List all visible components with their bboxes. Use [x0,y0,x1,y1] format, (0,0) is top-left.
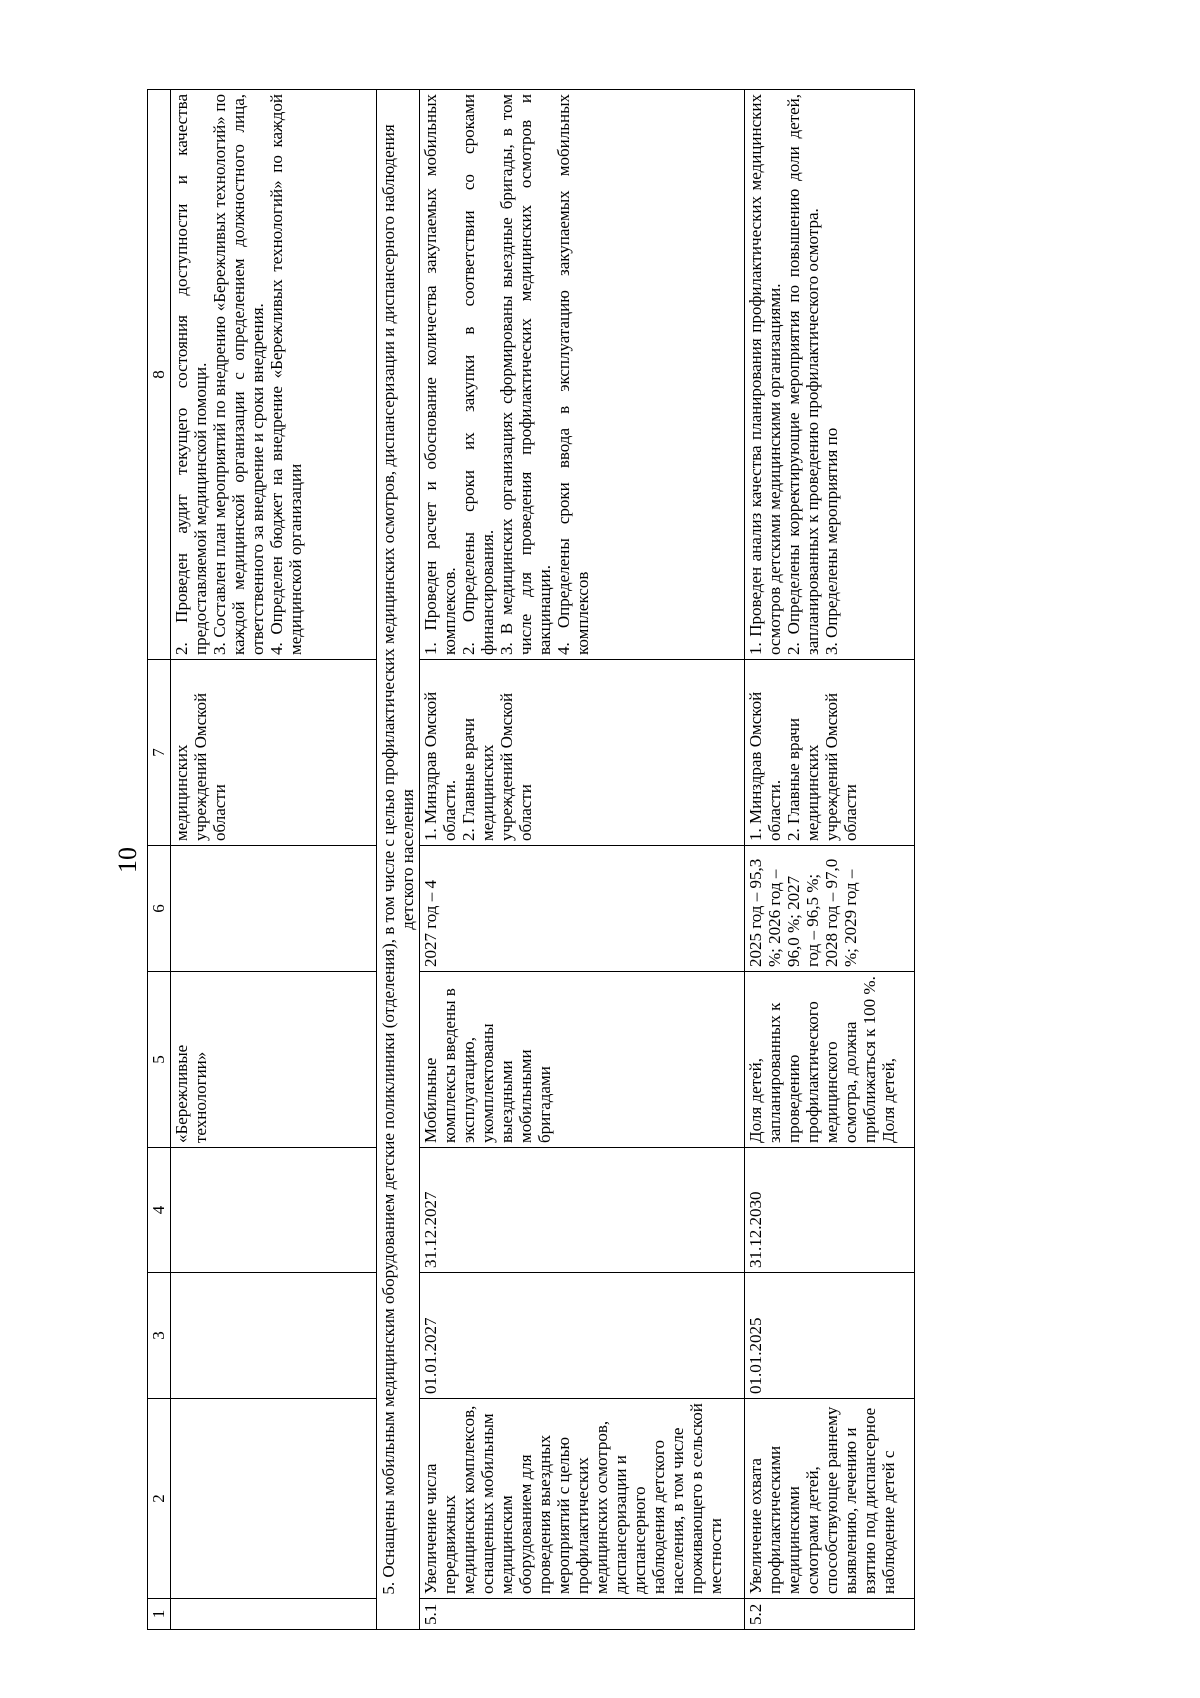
cell-measure-name: Увеличение охвата профилактическими медицинскими осмотрами детей, способствующее раннему выявлению, лечению и взятию под диспансерное наблюдение детей с [745,1399,915,1599]
col-header-7: 7 [148,660,171,846]
row-number: 5.1 [420,1599,745,1630]
responsible-item: 1. Минздрав Омской области. [746,691,784,841]
rotated-page-content [109,80,1089,1640]
responsible-item: 2. Главные врачи медицинских учреждений Омской области [784,692,860,841]
cell-indicator: 2025 год – 95,3 %; 2026 год – 96,0 %; 2027 год – 96,5 %; 2028 год – 97,0 %; 2029 год – [745,846,915,972]
cell-result: Мобильные комплексы введены в эксплуатацию, укомплектованы выездными мобильными бригадами [420,972,745,1148]
cell-start-date: 01.01.2025 [745,1273,915,1399]
table-row [745,90,915,1630]
col-header-6: 6 [148,846,171,972]
section-header-row [377,90,420,1630]
cell-indicator: 2027 год – 4 [420,846,745,972]
cell-actions [171,90,377,660]
column-number-row [148,90,171,1630]
col-header-3: 3 [148,1273,171,1399]
cell-end-date: 31.12.2030 [745,1148,915,1273]
table-row [420,90,745,1630]
cell-actions [745,90,915,660]
page-number: 10 [113,847,142,873]
cell-result: «Бережливые технологии» [171,972,377,1148]
responsible-item: 1. Минздрав Омской области. [421,691,459,841]
action-item: 3. Определены мероприятия по [822,427,841,655]
action-item: 1. Проведен расчет и обоснование количества закупаемых мобильных комплексов. [421,94,459,655]
col-header-1: 1 [148,1599,171,1630]
measures-table [147,89,915,1630]
row-number: 5.2 [745,1599,915,1630]
col-header-5: 5 [148,972,171,1148]
cell-end-date: 31.12.2027 [420,1148,745,1273]
col-header-2: 2 [148,1399,171,1599]
cell-measure-name: Увеличение числа передвижных медицинских комплексов, оснащенных мобильным медицинским оборудованием для проведения выездных мероприятий с целью профилактических медицинских осмотров, диспансеризации и диспансерного наблюдения детского населения, в том числе проживающего в сельской местности [420,1399,745,1599]
action-item: 3. Составлен план мероприятий по внедрению «Бережливых технологий» по каждой медицинской организации с определением должностного лица, ответственного за внедрение и сроки внедрения. [210,94,267,655]
section-title: 5. Оснащены мобильным медицинским оборудованием детские поликлиники (отделения), в том числе с целью профилактических медицинских осмотров, диспансеризации и диспансерного наблюдения детского населения [377,90,420,1630]
action-item: 3. В медицинских организациях сформированы выездные бригады, в том числе для проведения профилактических медицинских осмотров и вакцинации. [497,94,554,655]
action-item: 1. Проведен анализ качества планирования профилактических медицинских осмотров детскими медицинскими организациями. [746,94,784,655]
action-item: 2. Определены сроки их закупки в соответствии со сроками финансирования. [459,94,497,655]
action-item: 2. Определены корректирующие мероприятия по повышению доли детей, запланированных к проведению профилактического осмотра. [784,94,822,655]
responsible-item: 2. Главные врачи медицинских учреждений Омской области [459,692,535,841]
action-item: 4. Определены сроки ввода в эксплуатацию закупаемых мобильных комплексов [554,94,592,655]
cell-start-date: 01.01.2027 [420,1273,745,1399]
action-item: 4. Определен бюджет на внедрение «Бережливых технологий» по каждой медицинской организации [267,94,305,655]
col-header-8: 8 [148,90,171,660]
cell-actions [420,90,745,660]
col-header-4: 4 [148,1148,171,1273]
cell-responsible: медицинских учреждений Омской области [171,660,377,846]
action-item: 2. Проведен аудит текущего состояния доступности и качества предоставляемой медицинской помощи. [172,94,210,655]
cell-responsible [420,660,745,846]
table-row-continuation [171,90,377,1630]
cell-result: Доля детей, запланированных к проведению профилактического медицинского осмотра, должна приближаться к 100 %. Доля детей, [745,972,915,1148]
cell-responsible [745,660,915,846]
